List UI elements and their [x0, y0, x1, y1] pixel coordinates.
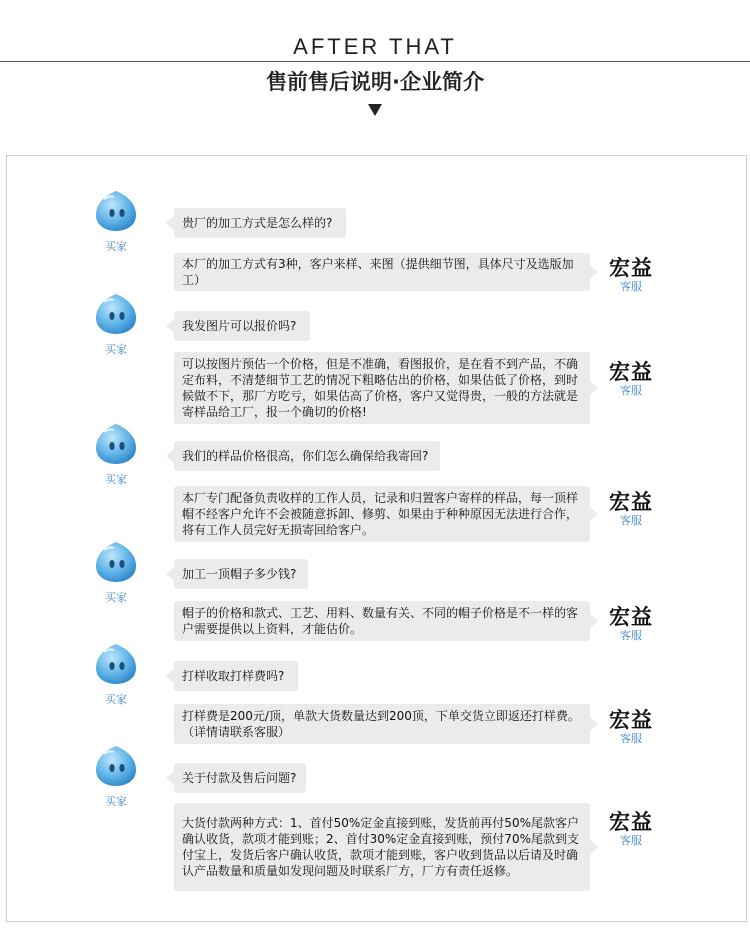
- seller-badge: [600, 708, 662, 746]
- seller-badge: [600, 360, 662, 398]
- seller-badge: [600, 490, 662, 528]
- seller-name: 宏益: [609, 604, 653, 629]
- question-text: 关于付款及售后问题?: [182, 771, 297, 785]
- header-subtitle: 售前售后说明·企业简介: [266, 70, 484, 94]
- buyer-avatar-icon: [92, 642, 140, 686]
- question-bubble: [174, 441, 440, 471]
- answer-bubble: [174, 352, 590, 424]
- buyer-label: 买家: [105, 240, 127, 253]
- answer-text: 大货付款两种方式：1、首付50%定金直接到账，发货前再付50%尾款客户确认收货，款项才能到账；2、首付30%定金直接到账，预付70%尾款到支付宝上，发货后客户确认收货，款项才能到账，客户收到货品以后请及时确认产品数量和质量如发现问题及时联系厂方，厂方有责任返修。: [182, 816, 579, 878]
- seller-name: 宏益: [609, 359, 653, 384]
- buyer-label: 买家: [105, 343, 127, 356]
- seller-name: 宏益: [609, 707, 653, 732]
- answer-bubble: [174, 486, 590, 542]
- question-bubble: [174, 661, 298, 691]
- question-text: 贵厂的加工方式是怎么样的?: [182, 216, 333, 230]
- seller-label: 客服: [620, 384, 642, 397]
- question-text: 我发图片可以报价吗?: [182, 319, 297, 333]
- seller-label: 客服: [620, 629, 642, 642]
- answer-text: 本厂的加工方式有3种，客户来样、来图（提供细节图，具体尺寸及选版加工）: [182, 257, 574, 287]
- seller-badge: [600, 605, 662, 643]
- header-divider: [0, 61, 750, 62]
- buyer-label: 买家: [105, 591, 127, 604]
- seller-badge: [600, 810, 662, 848]
- question-text: 我们的样品价格很高，你们怎么确保给我寄回?: [182, 449, 429, 463]
- buyer-avatar-icon: [92, 422, 140, 466]
- buyer-label: 买家: [105, 473, 127, 486]
- seller-badge: [600, 256, 662, 294]
- buyer-avatar-icon: [92, 292, 140, 336]
- buyer-avatar-icon: [92, 744, 140, 788]
- buyer-avatar-icon: [92, 540, 140, 584]
- seller-name: 宏益: [609, 489, 653, 514]
- seller-label: 客服: [620, 834, 642, 847]
- question-bubble: [174, 559, 308, 589]
- answer-text: 本厂专门配备负责收样的工作人员，记录和归置客户寄样的样品，每一顶样帽不经客户允许不会被随意拆卸、修剪、如果由于种种原因无法进行合作，将有工作人员完好无损寄回给客户。: [182, 491, 579, 537]
- seller-name: 宏益: [609, 809, 653, 834]
- answer-bubble: [174, 803, 590, 891]
- answer-text: 可以按图片预估一个价格，但是不准确，看图报价，是在看不到产品，不确定布料，不清楚细节工艺的情况下粗略估出的价格，如果估低了价格，到时候做不下，那厂方吃亏，如果估高了价格，客户又觉得贵，一般的方法就是寄样品给工厂，报一个确切的价格!: [182, 357, 579, 419]
- question-text: 打样收取打样费吗?: [182, 669, 285, 683]
- seller-label: 客服: [620, 732, 642, 745]
- seller-name: 宏益: [609, 255, 653, 280]
- buyer-avatar-icon: [92, 189, 140, 233]
- seller-label: 客服: [620, 280, 642, 293]
- answer-bubble: [174, 253, 590, 291]
- seller-label: 客服: [620, 514, 642, 527]
- answer-text: 帽子的价格和款式、工艺、用料、数量有关、不同的帽子价格是不一样的客户需要提供以上资料，才能估价。: [182, 606, 579, 636]
- answer-bubble: [174, 704, 590, 744]
- answer-text: 打样费是200元/顶，单款大货数量达到200顶，下单交货立即返还打样费。（详情请联系客服）: [182, 709, 580, 739]
- question-bubble: [174, 311, 310, 341]
- question-bubble: [174, 763, 306, 793]
- question-bubble: [174, 208, 346, 238]
- buyer-label: 买家: [105, 693, 127, 706]
- header-title: AFTER THAT: [293, 34, 457, 59]
- down-triangle-icon: [368, 104, 382, 116]
- buyer-label: 买家: [105, 795, 127, 808]
- answer-bubble: [174, 601, 590, 641]
- question-text: 加工一顶帽子多少钱?: [182, 567, 297, 581]
